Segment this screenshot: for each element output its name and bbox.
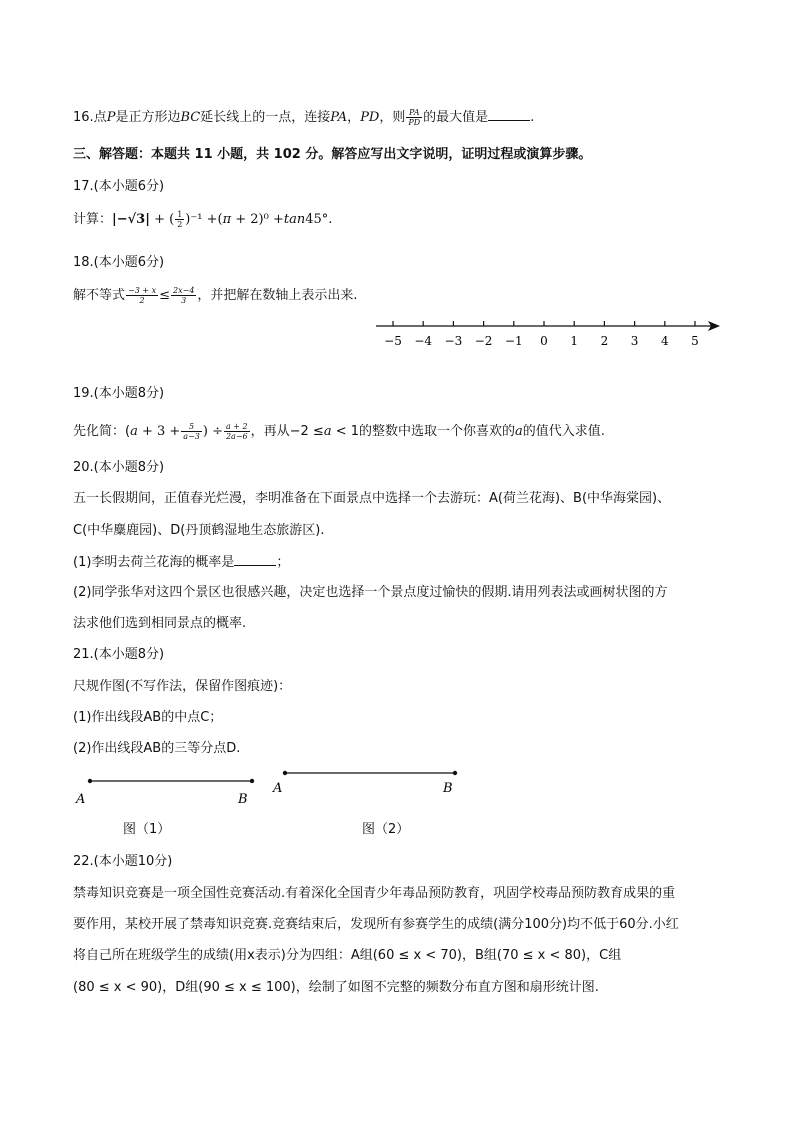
answer-blank[interactable] (488, 108, 530, 121)
number-line-tick-label: −4 (414, 334, 433, 348)
answer-blank[interactable] (234, 553, 276, 566)
number-line-tick-label: 5 (691, 334, 699, 348)
q18-inequality: 解不等式 $\frac{-3 + x}{2}$ ≤ $\frac{2x-4}{3}$ ，并把解在数轴上表示出来. (73, 286, 358, 305)
point-a (283, 771, 287, 775)
label-a: A (273, 781, 283, 796)
q22-text-line4: (80 ≤ x < 90)，D组(90 ≤ x ≤ 100)，绘制了如图不完整的频数分布直方图和扇形统计图. (73, 980, 599, 995)
q19-header: 19.(本小题8分) (73, 386, 165, 401)
point-b (453, 771, 457, 775)
number-line-tick-label: −2 (474, 334, 493, 348)
q17-header: 17.(本小题6分) (73, 179, 165, 194)
label-b: B (238, 792, 248, 807)
q22-text-line1: 禁毒知识竞赛是一项全国性竞赛活动.有着深化全国青少年毒品预防教育，巩固学校毒品预防教育成果的重 (73, 886, 676, 901)
number-line-ticks (384, 321, 699, 348)
q17-expression: 计算：|−√3| + ( $\frac{1}{2}$ )⁻¹ +(π + 2)⁰ +tan45°. (73, 210, 333, 229)
q20-text-line1: 五一长假期间，正值春光烂漫，李明准备在下面景点中选择一个去游玩：A(荷兰花海)、B(中华海棠园)、 (73, 491, 671, 506)
q21-sub1: (1)作出线段AB的中点C； (73, 710, 223, 725)
fraction-pa-pd: $\frac{PA}{PD}$ (408, 108, 421, 127)
section-heading: 三、解答题：本题共 11 小题，共 102 分。解答应写出文字说明，证明过程或演算步骤。 (73, 147, 592, 162)
q22-text-line3: 将自己所在班级学生的成绩(用x表示)分为四组：A组(60 ≤ x < 70)，B组(70 ≤ x < 80)，C组 (73, 948, 622, 963)
number-line-tick-label: 1 (570, 334, 579, 348)
figure-2-segment (265, 762, 475, 802)
q20-sub2-line2: 法求他们选到相同景点的概率. (73, 616, 247, 631)
number-line-tick-label: 0 (540, 334, 548, 348)
label-b: B (443, 781, 453, 796)
figure-1-caption: 图（1） (123, 822, 171, 837)
q21-sub2: (2)作出线段AB的三等分点D. (73, 741, 241, 756)
point-b (250, 779, 254, 783)
q19-expression: 先化简：(a + 3 + $\frac{5}{a-3}$ ) ÷ $\frac{a + 2}{2a-6}$ ，再从−2 ≤a < 1的整数中选取一个你喜欢的a的值代入求值. (73, 422, 605, 441)
q22-header: 22.(本小题10分) (73, 854, 173, 869)
point-a (88, 779, 92, 783)
figure-1-segment (70, 770, 270, 810)
q22-text-line2: 要作用，某校开展了禁毒知识竞赛.竞赛结束后，发现所有参赛学生的成绩(满分100分)均不低于60分.小红 (73, 917, 679, 932)
number-line[interactable] (370, 315, 730, 355)
q18-header: 18.(本小题6分) (73, 255, 165, 270)
q21-intro: 尺规作图(不写作法，保留作图痕迹)： (73, 679, 292, 694)
label-a: A (76, 792, 86, 807)
number-line-tick-label: −1 (504, 334, 523, 348)
q20-text-line2: C(中华麋鹿园)、D(丹顶鹤湿地生态旅游区). (73, 523, 325, 538)
q21-header: 21.(本小题8分) (73, 647, 165, 662)
number-line-tick-label: −3 (444, 334, 463, 348)
figure-2-caption: 图（2） (362, 822, 410, 837)
q20-sub1: (1)李明去荷兰花海的概率是 ； (73, 555, 290, 570)
q20-sub2-line1: (2)同学张华对这四个景区也很感兴趣，决定也选择一个景点度过愉快的假期.请用列表法或画树状图的方 (73, 585, 668, 600)
question-16: 16.点P是正方形边BC延长线上的一点，连接PA，PD，则 $\frac{PA}{PD}$ 的最大值是 . (73, 108, 535, 127)
q20-header: 20.(本小题8分) (73, 460, 165, 475)
number-line-tick-label: 4 (660, 334, 669, 348)
number-line-tick-label: −5 (384, 334, 402, 348)
number-line-tick-label: 2 (600, 334, 609, 348)
number-line-tick-label: 3 (630, 334, 639, 348)
